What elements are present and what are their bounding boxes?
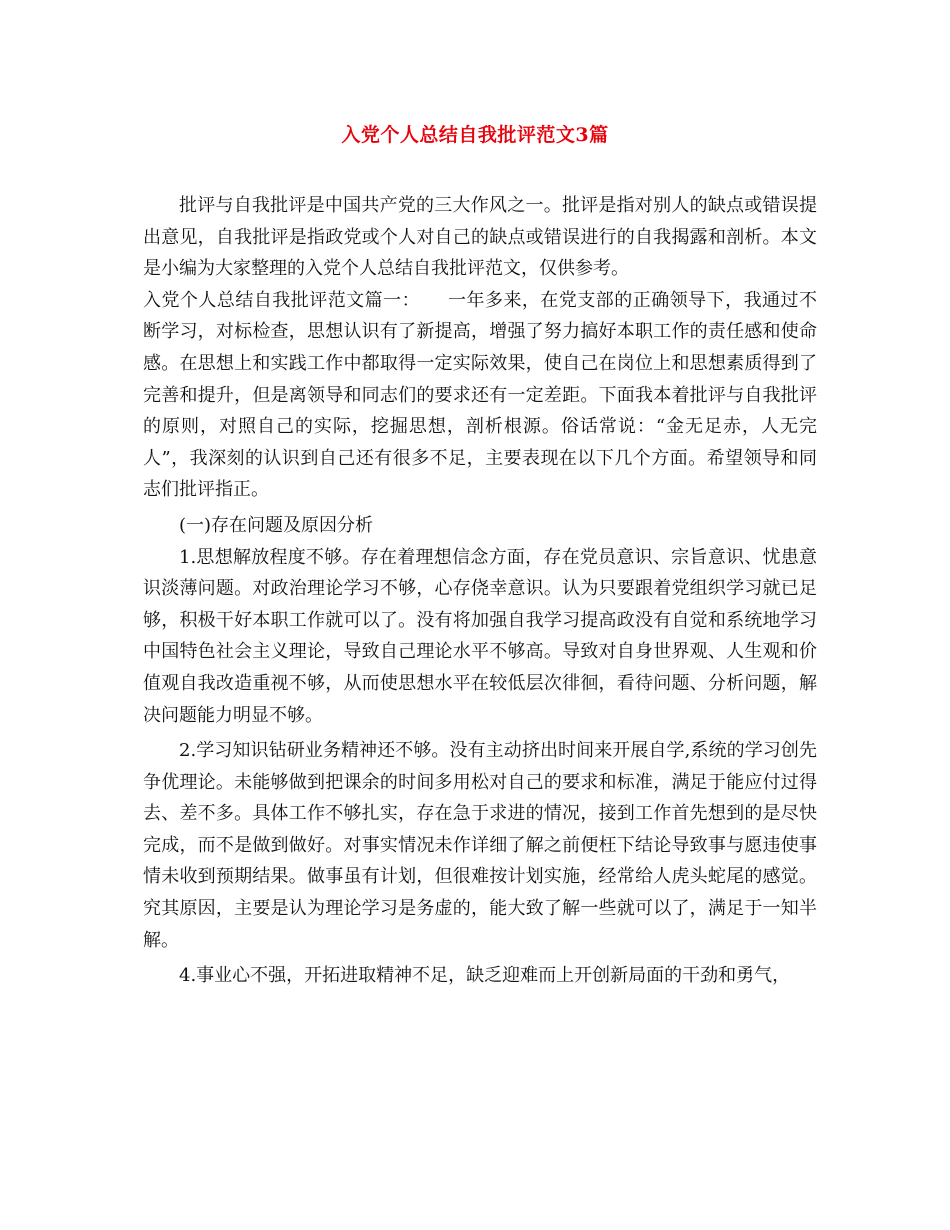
- point-2-paragraph: 2.学习知识钻研业务精神还不够。没有主动挤出时间来开展自学,系统的学习创先争优理论。未能够做到把课余的时间多用松对自己的要求和标准，满足于能应付过得去、差不多。具体工作不够扎实，存在急于求进的情况，接到工作首先想到的是尽快完成，而不是做到做好。对事实情况未作详细了解之前便枉下结论导致事与愿违使事情未收到预期结果。做事虽有计划，但很难按计划实施，经常给人虎头蛇尾的感觉。究其原因，主要是认为理论学习是务虚的，能大致了解一些就可以了，满足于一知半解。: [143, 740, 817, 951]
- document-body: [143, 190, 817, 992]
- section-one-paragraph: 入党个人总结自我批评范文篇一： 一年多来，在党支部的正确领导下，我通过不断学习，对标检查，思想认识有了新提高，增强了努力搞好本职工作的责任感和使命感。在思想上和实践工作中都取得一定实际效果，使自己在岗位上和思想素质得到了完善和提升，但是离领导和同志们的要求还有一定差距。下面我本着批评与自我批评的原则，对照自己的实际，挖掘思想，剖析根源。俗话常说：“金无足赤，人无完人”，我深刻的认识到自己还有很多不足，主要表现在以下几个方面。希望领导和同志们批评指正。: [143, 289, 817, 501]
- problems-heading: (一)存在问题及原因分析: [179, 514, 374, 536]
- document-title: 入党个人总结自我批评范文3篇: [341, 124, 609, 146]
- point-4-paragraph: 4.事业心不强，开拓进取精神不足，缺乏迎难而上开创新局面的干劲和勇气，: [179, 965, 791, 987]
- point-1-paragraph: 1.思想解放程度不够。存在着理想信念方面，存在党员意识、宗旨意识、忧患意识淡薄问题。对政治理论学习不够，心存侥幸意识。认为只要跟着党组织学习就已足够，积极干好本职工作就可以了。没有将加强自我学习提高政没有自觉和系统地学习中国特色社会主义理论，导致自己理论水平不够高。导致对自身世界观、人生观和价值观自我改造重视不够，从而使思想水平在较低层次徘徊，看待问题、分析问题，解决问题能力明显不够。: [143, 546, 817, 726]
- intro-paragraph: 批评与自我批评是中国共产党的三大作风之一。批评是指对别人的缺点或错误提出意见，自我批评是指政党或个人对自己的缺点或错误进行的自我揭露和剖析。本文是小编为大家整理的入党个人总结自我批评范文，仅供参考。: [143, 195, 817, 280]
